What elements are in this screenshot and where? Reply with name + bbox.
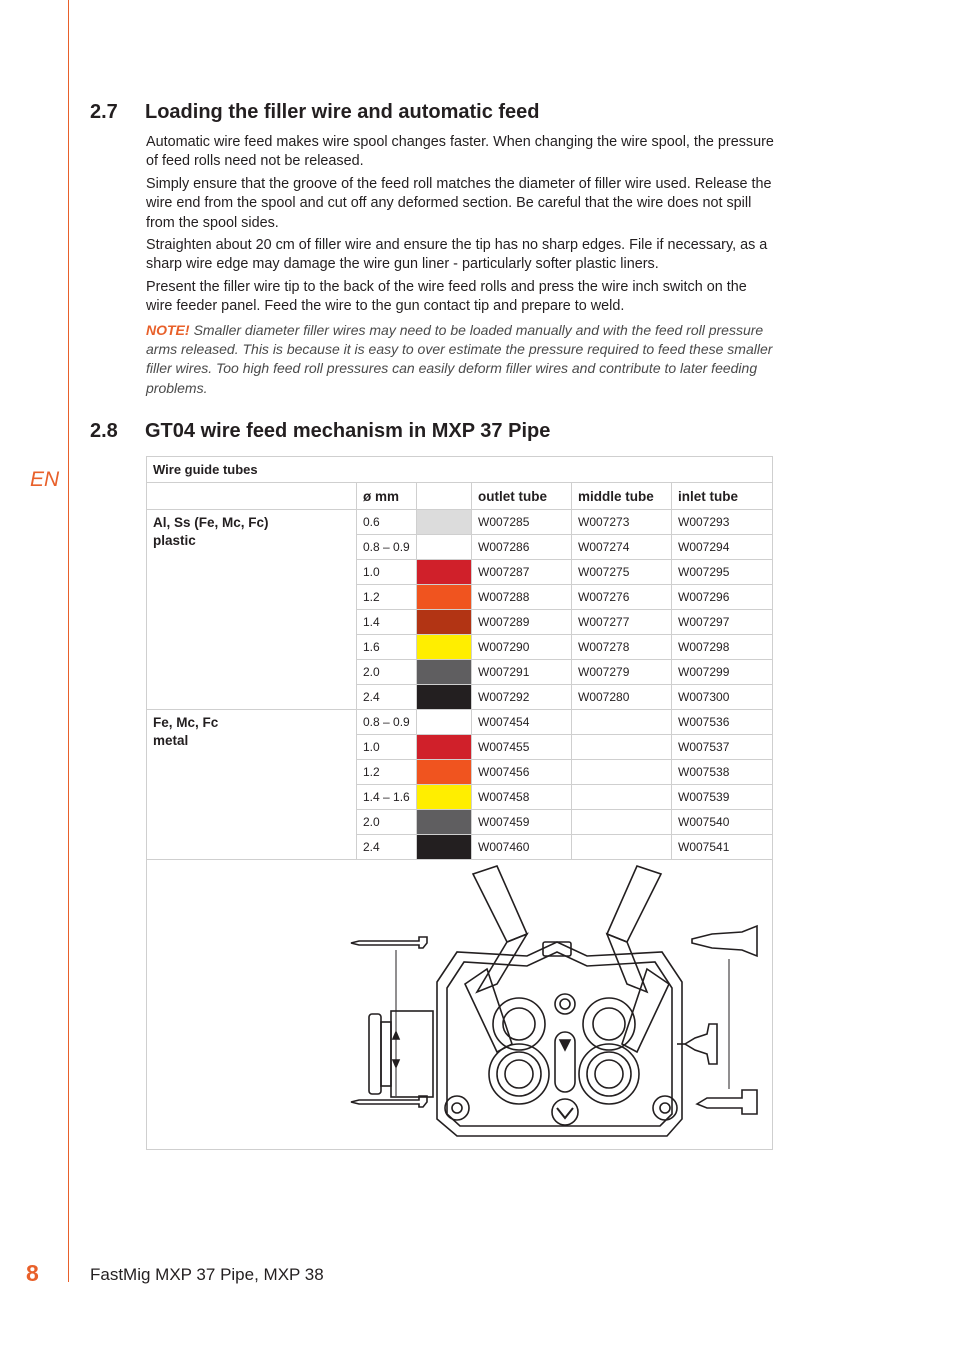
middle-tube-cell: W007277: [572, 610, 672, 635]
outlet-tube-cell: W007458: [472, 785, 572, 810]
inlet-tube-cell: W007541: [672, 835, 773, 860]
header-diameter: ø mm: [357, 483, 417, 510]
table-header-row: [147, 483, 773, 510]
outlet-tube-cell: W007456: [472, 760, 572, 785]
inlet-tube-cell: W007540: [672, 810, 773, 835]
feed-mechanism-diagram: [347, 864, 767, 1144]
material-group-name: Al, Ss (Fe, Mc, Fc): [153, 515, 269, 530]
color-swatch: [417, 760, 472, 785]
color-swatch: [417, 710, 472, 735]
diameter-cell: 2.0: [357, 810, 417, 835]
diameter-cell: 0.8 – 0.9: [357, 535, 417, 560]
inlet-tube-cell: W007300: [672, 685, 773, 710]
diameter-cell: 1.4: [357, 610, 417, 635]
page-number: 8: [26, 1260, 39, 1286]
color-swatch: [417, 835, 472, 860]
inlet-tube-drawing: [677, 926, 757, 1114]
table-row: [147, 710, 773, 735]
outlet-tube-cell: W007454: [472, 710, 572, 735]
material-group-type: plastic: [153, 533, 196, 548]
table-title: Wire guide tubes: [147, 457, 773, 483]
section-number: 2.8: [90, 420, 118, 442]
header-outlet: outlet tube: [472, 483, 572, 510]
outlet-tube-cell: W007460: [472, 835, 572, 860]
color-swatch: [417, 660, 472, 685]
pressure-arms: [465, 866, 669, 1052]
mechanism-body: [437, 942, 682, 1136]
material-group-type: metal: [153, 733, 189, 748]
outlet-tube-cell: W007288: [472, 585, 572, 610]
language-tab: EN: [30, 468, 60, 491]
header-color: [417, 483, 472, 510]
diameter-cell: 2.4: [357, 835, 417, 860]
outlet-tube-cell: W007459: [472, 810, 572, 835]
note-label: NOTE!: [146, 321, 190, 338]
inlet-tube-cell: W007296: [672, 585, 773, 610]
color-swatch: [417, 810, 472, 835]
figure-cell: [147, 860, 773, 1150]
table-row: [147, 510, 773, 535]
middle-tube-cell: [572, 710, 672, 735]
diameter-cell: 1.2: [357, 585, 417, 610]
section-title: Loading the filler wire and automatic feed: [145, 101, 540, 123]
inlet-tube-cell: W007297: [672, 610, 773, 635]
material-group-label: [147, 710, 357, 860]
outlet-tube-cell: W007290: [472, 635, 572, 660]
inlet-tube-cell: W007294: [672, 535, 773, 560]
middle-tube-cell: W007278: [572, 635, 672, 660]
note-text: Smaller diameter filler wires may need to be loaded manually and with the feed roll pressure arms released. This is because it is easy to over estimate the pressure required to feed these smaller filler wires. Too high feed roll pressures can easily deform filler wires and contribute to later feeding problems.: [146, 321, 773, 396]
diameter-cell: 1.2: [357, 760, 417, 785]
figure-row: [147, 860, 773, 1150]
outlet-tube-cell: W007292: [472, 685, 572, 710]
middle-tube-cell: [572, 835, 672, 860]
diameter-cell: 0.6: [357, 510, 417, 535]
middle-tube-cell: W007274: [572, 535, 672, 560]
header-empty: [147, 483, 357, 510]
middle-tube-cell: W007280: [572, 685, 672, 710]
paragraph: Present the filler wire tip to the back of the wire feed rolls and press the wire inch switch on the wire feeder panel. Feed the wire to the gun contact tip and prepare to weld.: [146, 278, 747, 315]
inlet-tube-cell: W007298: [672, 635, 773, 660]
middle-tube-cell: W007276: [572, 585, 672, 610]
wire-guide-tubes-table: [146, 456, 773, 1150]
middle-tube-cell: [572, 810, 672, 835]
outlet-tube-cell: W007289: [472, 610, 572, 635]
inlet-tube-cell: W007299: [672, 660, 773, 685]
inlet-bushing-drawing: [369, 1011, 433, 1097]
diameter-cell: 1.0: [357, 735, 417, 760]
paragraph: Straighten about 20 cm of filler wire and ensure the tip has no sharp edges. File if necessary, as a sharp wire edge may damage the wire gun liner - particularly softer plastic liners.: [146, 237, 768, 273]
section-heading-2-8: [90, 420, 550, 443]
note: [146, 321, 776, 399]
outlet-tube-cell: W007287: [472, 560, 572, 585]
middle-tube-cell: [572, 785, 672, 810]
color-swatch: [417, 510, 472, 535]
outlet-tube-cell: W007291: [472, 660, 572, 685]
color-swatch: [417, 785, 472, 810]
material-group-label: [147, 510, 357, 710]
table-title-row: [147, 457, 773, 483]
margin-rule: [68, 0, 69, 1282]
middle-tube-cell: W007275: [572, 560, 672, 585]
paragraph: Automatic wire feed makes wire spool changes faster. When changing the wire spool, the pressure of feed rolls need not be released.: [146, 134, 774, 170]
table-body: [147, 510, 773, 860]
inlet-tube-cell: W007537: [672, 735, 773, 760]
color-swatch: [417, 535, 472, 560]
diameter-cell: 1.0: [357, 560, 417, 585]
paragraph: Simply ensure that the groove of the feed roll matches the diameter of filler wire used. Release the wire end from the spool and cut off any deformed section. Be careful that the wire does not spill from the spool sides.: [146, 175, 772, 231]
section-body-2-7: [146, 133, 776, 398]
outlet-tube-cell: W007285: [472, 510, 572, 535]
middle-tube-cell: [572, 760, 672, 785]
color-swatch: [417, 585, 472, 610]
diameter-cell: 0.8 – 0.9: [357, 710, 417, 735]
outlet-tube-cell: W007455: [472, 735, 572, 760]
material-group-name: Fe, Mc, Fc: [153, 715, 219, 730]
inlet-tube-cell: W007538: [672, 760, 773, 785]
section-number: 2.7: [90, 101, 118, 123]
footer-product-title: FastMig MXP 37 Pipe, MXP 38: [90, 1265, 324, 1284]
color-swatch: [417, 685, 472, 710]
inlet-tube-cell: W007293: [672, 510, 773, 535]
color-swatch: [417, 560, 472, 585]
section-title: GT04 wire feed mechanism in MXP 37 Pipe: [145, 420, 551, 442]
header-inlet: inlet tube: [672, 483, 773, 510]
diameter-cell: 1.4 – 1.6: [357, 785, 417, 810]
outlet-tube-cell: W007286: [472, 535, 572, 560]
middle-tube-cell: W007273: [572, 510, 672, 535]
diameter-cell: 2.0: [357, 660, 417, 685]
middle-tube-cell: [572, 735, 672, 760]
section-heading-2-7: [90, 101, 540, 124]
middle-tube-cell: W007279: [572, 660, 672, 685]
inlet-tube-cell: W007295: [672, 560, 773, 585]
header-middle: middle tube: [572, 483, 672, 510]
color-swatch: [417, 635, 472, 660]
inlet-tube-cell: W007539: [672, 785, 773, 810]
inlet-tube-cell: W007536: [672, 710, 773, 735]
color-swatch: [417, 610, 472, 635]
diameter-cell: 2.4: [357, 685, 417, 710]
diameter-cell: 1.6: [357, 635, 417, 660]
color-swatch: [417, 735, 472, 760]
